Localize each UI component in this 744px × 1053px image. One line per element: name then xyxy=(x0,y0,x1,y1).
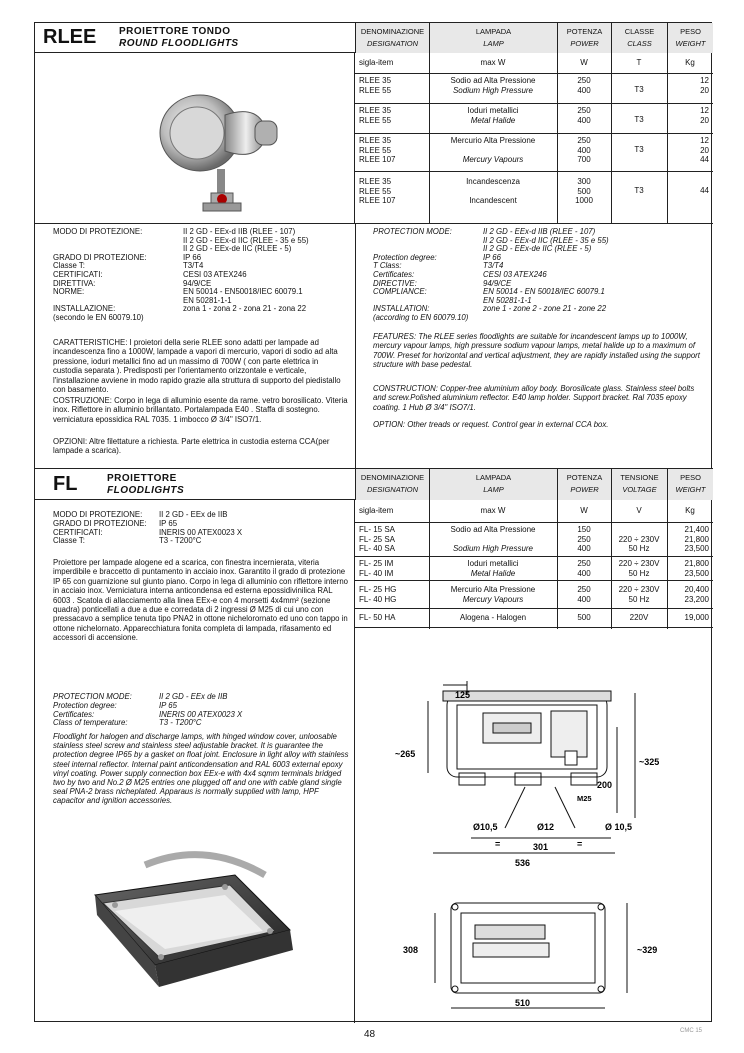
table-row: RLEE 35 RLEE 55 Ioduri metallici Metal Halide 250 400 T3 12 20 xyxy=(355,103,713,133)
rlee-code: RLEE xyxy=(43,26,97,48)
dim-325: ~325 xyxy=(639,757,660,767)
fl-col-designation: DENOMINAZIONE DESIGNATION xyxy=(355,469,429,500)
rlee-image-area xyxy=(35,53,355,223)
footer-code: CMC 15 xyxy=(680,1028,703,1034)
table-row: RLEE 35 RLEE 55 Sodio ad Alta Pressione Sodium High Pressure 250 400 T3 12 20 xyxy=(355,73,713,103)
rlee-spec-values-it: II 2 GD - EEx-d IIB (RLEE - 107) II 2 GD - EEx-d IIC (RLEE - 35 e 55) II 2 GD - EEx-de IIC (RLEE - 5) IP 66 T3/T4 CESI 03 ATEX246 94/9/CE EN 50014 - EN50018/IEC 60079.1 EN 50281-1-1 zona 1 - zona 2 - zona 21 - zona 22 xyxy=(183,227,309,314)
dim-308: 308 xyxy=(403,945,419,955)
dim-200: 200 xyxy=(597,780,613,790)
dim-510: 510 xyxy=(515,998,531,1008)
rlee-construction-it: COSTRUZIONE: Corpo in lega di alluminio esente da rame. vetro borosilicato. Viteria inox. Riflettore in alluminio brillantato. Portalampada E40 . Staffa di sostegno. verniciatura epossidica RAL 7035. 1 imbocco Ø 3/4" ISO7/1. xyxy=(53,396,348,424)
rlee-features-it: CARATTERISTICHE: I proietori della serie RLEE sono adatti per lampade ad incandescenza fino a 1000W, lampade a vapori di mercurio, vapori di sodio ad alta pressione, ioduri metallici fino ad un massimo di 700W ( con parte elettrica in custodia separata ). Predisposti per l'orientamento orizzontale e verticale, l'installazione avviene in modo rapido grazie alla struttura di supporto del piedistallo con basamento. xyxy=(53,338,341,395)
fl-col-voltage: TENSIONE VOLTAGE xyxy=(611,469,667,500)
rlee-text-section xyxy=(35,223,713,468)
fl-code: FL xyxy=(53,473,78,495)
dim-hole-12: Ø12 xyxy=(537,822,555,832)
fl-left-column xyxy=(35,500,355,1023)
rlee-col-power: POTENZA POWER xyxy=(557,23,611,53)
dim-301: 301 xyxy=(533,842,549,852)
fl-col-power: POTENZA POWER xyxy=(557,469,611,500)
fl-spec-values-en: II 2 GD - EEx de IIB IP 65 INERIS 00 ATEX0023 X T3 - T200°C xyxy=(159,692,243,728)
rlee-col-lamp: LAMPADA LAMP xyxy=(429,23,557,53)
table-row: FL- 50 HA Alogena - Halogen 500 220V 19,000 xyxy=(355,608,713,628)
page-number: 48 xyxy=(364,1029,376,1040)
dim-329: ~329 xyxy=(637,945,658,955)
fl-units-row: sigla-item max W W V Kg xyxy=(359,506,695,515)
rlee-units-row: sigla-item max W W T Kg xyxy=(359,58,695,67)
table-row: FL- 25 HG FL- 40 HG Mercurio Alta Pressione Mercury Vapours 250 400 220 ÷ 230V 50 Hz 20,400 23,200 xyxy=(355,580,713,608)
rlee-features-en: FEATURES: The RLEE series floodlights are suitable for incandescent lamps up to 1000W, mercury vapour lamps, high pressure sodium vapour lamps, metal halide up to a maximum of 700W. Preset for horizontal and vertical adjustment, they are rapidly installed using the support structure with base pedestal. xyxy=(373,332,700,370)
table-row: FL- 25 IM FL- 40 IM Ioduri metallici Metal Halide 250 400 220 ÷ 230V 50 Hz 21,800 23,500 xyxy=(355,556,713,580)
dim-125: 125 xyxy=(455,690,471,700)
rectangular-floodlight-image xyxy=(75,845,305,995)
rlee-spec-values-en: II 2 GD - EEx-d IIB (RLEE - 107) II 2 GD - EEx-d IIC (RLEE - 35 e 55) II 2 GD - EEx-de IIC (RLEE - 5) IP 66 T3/T4 CESI 03 ATEX246 94/9/CE EN 50014 - EN 50018/IEC 60079.1 EN 50281-1-1 zone 1 - zone 2 - zone 21 - zone 22 xyxy=(483,227,609,314)
fl-description-en: Floodlight for halogen and discharge lamps, with hinged window cover, unloosable stainless steel screw and stainless steel adjustable bracket. It is guarantee the protection degree IP65 by a gasket on float joint. Enclosure in light alloy with stainless steel internal reflector. Internal paint anticondensation and RAL 6003 external epoxy vinyl coating. Power supply connection box EEx-e with 4x4 sqmm terminals bridged two by two and No.2 Ø M25 entries one plugged off and one with cable gland single seal PNA-2 brass nicheplated. Apparaus is normally supplied with lamp, HPF capacitor and ignition accessories. xyxy=(53,732,349,806)
fl-title-it: PROIETTORE xyxy=(107,473,177,484)
fl-title-en: FLOODLIGHTS xyxy=(107,485,185,496)
rlee-construction-en: CONSTRUCTION: Copper-free aluminium alloy body. Borosilicate glass. Stainless steel bolts and screw.Polished aluminium reflector. E40 lamp holder. Support bracket. Ral 7035 epoxy coating. 1 Hub Ø 3/4" ISO7/1. xyxy=(373,384,695,412)
fl-technical-drawing xyxy=(365,663,705,1019)
fl-description-it: Proiettore per lampade alogene ed a scarica, con finestra incernierata, viteria imperdibile e braccetto di puntamento in acciaio inox. Garantito il grado di protezione IP 65 con guarnizione sul giunto piano. Corpo in lega di alluminio con riflettore interno in acciaio inox. Verniciatura interna anticondensa ed esterna epossidivinilica RAL 6003 . Scatola di allacciamento alla linea EEx-e con 4 morsetti 4x4mm² (sezione quadra) ponticellati a due a due e corredata di 2 ingressi Ø M25 di cui uno con pressacavo a semplice tenuta tipo PNA2 in ottone nichelorornato ed uno con tappo in ottone nichelornato. Apparecchiatura fonita completa di lampada, rifasamento ed accessori di accensione. xyxy=(53,558,349,643)
table-row: FL- 15 SA FL- 25 SA FL- 40 SA Sodio ad Alta Pressione Sodium High Pressure 150 250 400 220 ÷ 230V 50 Hz 21,400 21,800 23,500 xyxy=(355,522,713,556)
fl-spec-values-it: II 2 GD - EEx de IIB IP 65 INERIS 00 ATEX0023 X T3 - T200°C xyxy=(159,510,243,546)
rlee-header xyxy=(35,23,713,53)
dim-hole-105-right: Ø 10,5 xyxy=(605,822,633,832)
fl-col-lamp: LAMPADA LAMP xyxy=(429,469,557,500)
round-floodlight-image xyxy=(35,53,355,223)
rlee-spec-labels-it: MODO DI PROTEZIONE: GRADO DI PROTEZIONE: Classe T: CERTIFICATI: DIRETTIVA: NORME: INSTALLAZIONE: (secondo le EN 60079.10) xyxy=(53,227,147,322)
rlee-title-it: PROIETTORE TONDO xyxy=(119,26,231,37)
dim-equal-left: = xyxy=(495,839,501,849)
table-row: RLEE 35 RLEE 55 RLEE 107 Incandescenza Incandescent 300 500 1000 T3 44 xyxy=(355,171,713,223)
fl-table xyxy=(355,500,713,670)
rlee-col-designation: DENOMINAZIONE DESIGNATION xyxy=(355,23,429,53)
rlee-title-en: ROUND FLOODLIGHTS xyxy=(119,38,239,49)
fl-col-weight: PESO WEIGHT xyxy=(667,469,713,500)
rlee-spec-labels-en: PROTECTION MODE: Protection degree: T Class: Certificates: DIRECTIVE: COMPLIANCE: INSTALLATION: (according to EN 60079.10) xyxy=(373,227,469,322)
table-row: RLEE 35 RLEE 55 RLEE 107 Mercurio Alta Pressione Mercury Vapours 250 400 700 T3 12 20 44 xyxy=(355,133,713,171)
fl-spec-labels-en: PROTECTION MODE: Protection degree: Certificates: Class of temperature: xyxy=(53,692,132,728)
dim-equal-right: = xyxy=(577,839,583,849)
fl-header xyxy=(35,468,713,500)
fl-spec-labels-it: MODO DI PROTEZIONE: GRADO DI PROTEZIONE: CERTIFICATI: Classe T: xyxy=(53,510,147,546)
rlee-col-class: CLASSE CLASS xyxy=(611,23,667,53)
rlee-col-weight: PESO WEIGHT xyxy=(667,23,713,53)
rlee-options-it: OPZIONI: Altre filettature a richiesta. Parte elettrica in custodia esterna CCA(per lampade a scarica). xyxy=(53,437,330,456)
page-frame xyxy=(34,22,712,1022)
rlee-options-en: OPTION: Other treads or request. Control gear in external CCA box. xyxy=(373,420,609,429)
dim-536: 536 xyxy=(515,858,531,868)
dim-m25: M25 xyxy=(577,794,592,803)
dim-hole-105-left: Ø10,5 xyxy=(473,822,498,832)
rlee-table xyxy=(355,53,713,223)
dim-265: ~265 xyxy=(395,749,416,759)
